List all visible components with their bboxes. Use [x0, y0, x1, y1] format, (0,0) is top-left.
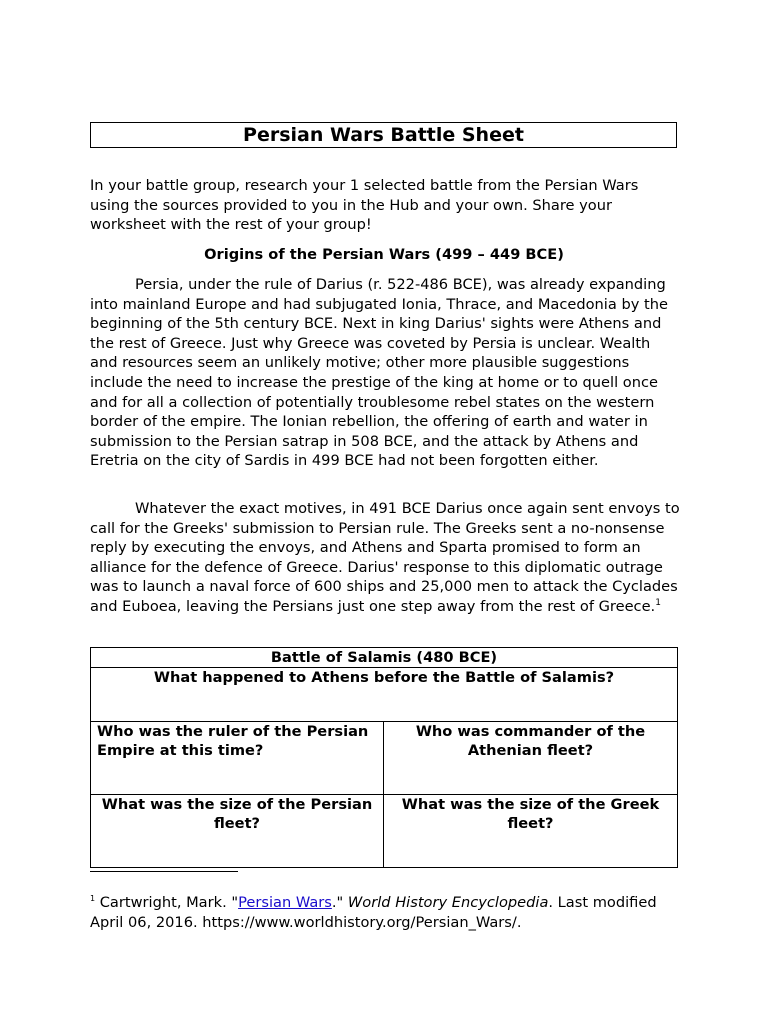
question-greek-fleet-cell[interactable]: What was the size of the Greek fleet?: [384, 795, 678, 868]
footnote-source: World History Encyclopedia: [347, 894, 549, 911]
footnote: [90, 893, 690, 932]
footnote-after-link: .": [331, 894, 348, 911]
paragraph-origins: Persia, under the rule of Darius (r. 522-486 BCE), was already expanding into mainland Europe and had subjugated Ionia, Thrace, and Macedonia by the beginning of the 5th century BCE. Next in king Darius' sights were Athens and the rest of Greece. Just why Greece was coveted by Persia is unclear. Wealth and resources seem an unlikely motive; other more plausible suggestions include the need to increase the prestige of the king at home or to quell once and for all a collection of potentially troublesome rebel states on the western border of the empire. The Ionian rebellion, the offering of earth and water in submission to the Persian satrap in 508 BCE, and the attack by Athens and Eretria on the city of Sardis in 499 BCE had not been forgotten either.: [90, 276, 668, 470]
table-row: [91, 668, 678, 722]
paragraph-motives: [90, 499, 680, 617]
table-row: [91, 722, 678, 795]
footnote-marker: 1: [90, 894, 96, 904]
footnote-link[interactable]: Persian Wars: [238, 894, 332, 911]
section-heading: Origins of the Persian Wars (499 – 449 BCE): [204, 246, 564, 263]
question-ruler-cell[interactable]: Who was the ruler of the Persian Empire at this time?: [91, 722, 384, 795]
footnote-rest: . Last modified April 06, 2016. https://www.worldhistory.org/Persian_Wars/.: [90, 894, 657, 931]
footnote-separator: [90, 871, 238, 872]
page-title: Persian Wars Battle Sheet: [90, 122, 677, 148]
footnote-author: Cartwright, Mark. ": [99, 894, 239, 911]
question-persian-fleet-cell[interactable]: What was the size of the Persian fleet?: [91, 795, 384, 868]
intro-paragraph: In your battle group, research your 1 selected battle from the Persian Wars using the sources provided to you in the Hub and your own. Share your worksheet with the rest of your group!: [90, 177, 639, 234]
question-athens-cell[interactable]: What happened to Athens before the Battle of Salamis?: [91, 668, 678, 722]
paragraph-motives-text: Whatever the exact motives, in 491 BCE Darius once again sent envoys to call for the Greeks' submission to Persian rule. The Greeks sent a no-nonsense reply by executing the envoys, and Athens and Sparta promised to form an alliance for the defence of Greece. Darius' response to this diplomatic outrage was to launch a naval force of 600 ships and 25,000 men to attack the Cyclades and Euboea, leaving the Persians just one step away from the rest of Greece.: [90, 500, 680, 615]
table-row: [91, 648, 678, 668]
table-row: [91, 795, 678, 868]
battle-header-cell: Battle of Salamis (480 BCE): [91, 648, 678, 668]
battle-table: [90, 647, 678, 868]
footnote-reference[interactable]: 1: [655, 598, 661, 609]
question-commander-cell[interactable]: Who was commander of the Athenian fleet?: [384, 722, 678, 795]
